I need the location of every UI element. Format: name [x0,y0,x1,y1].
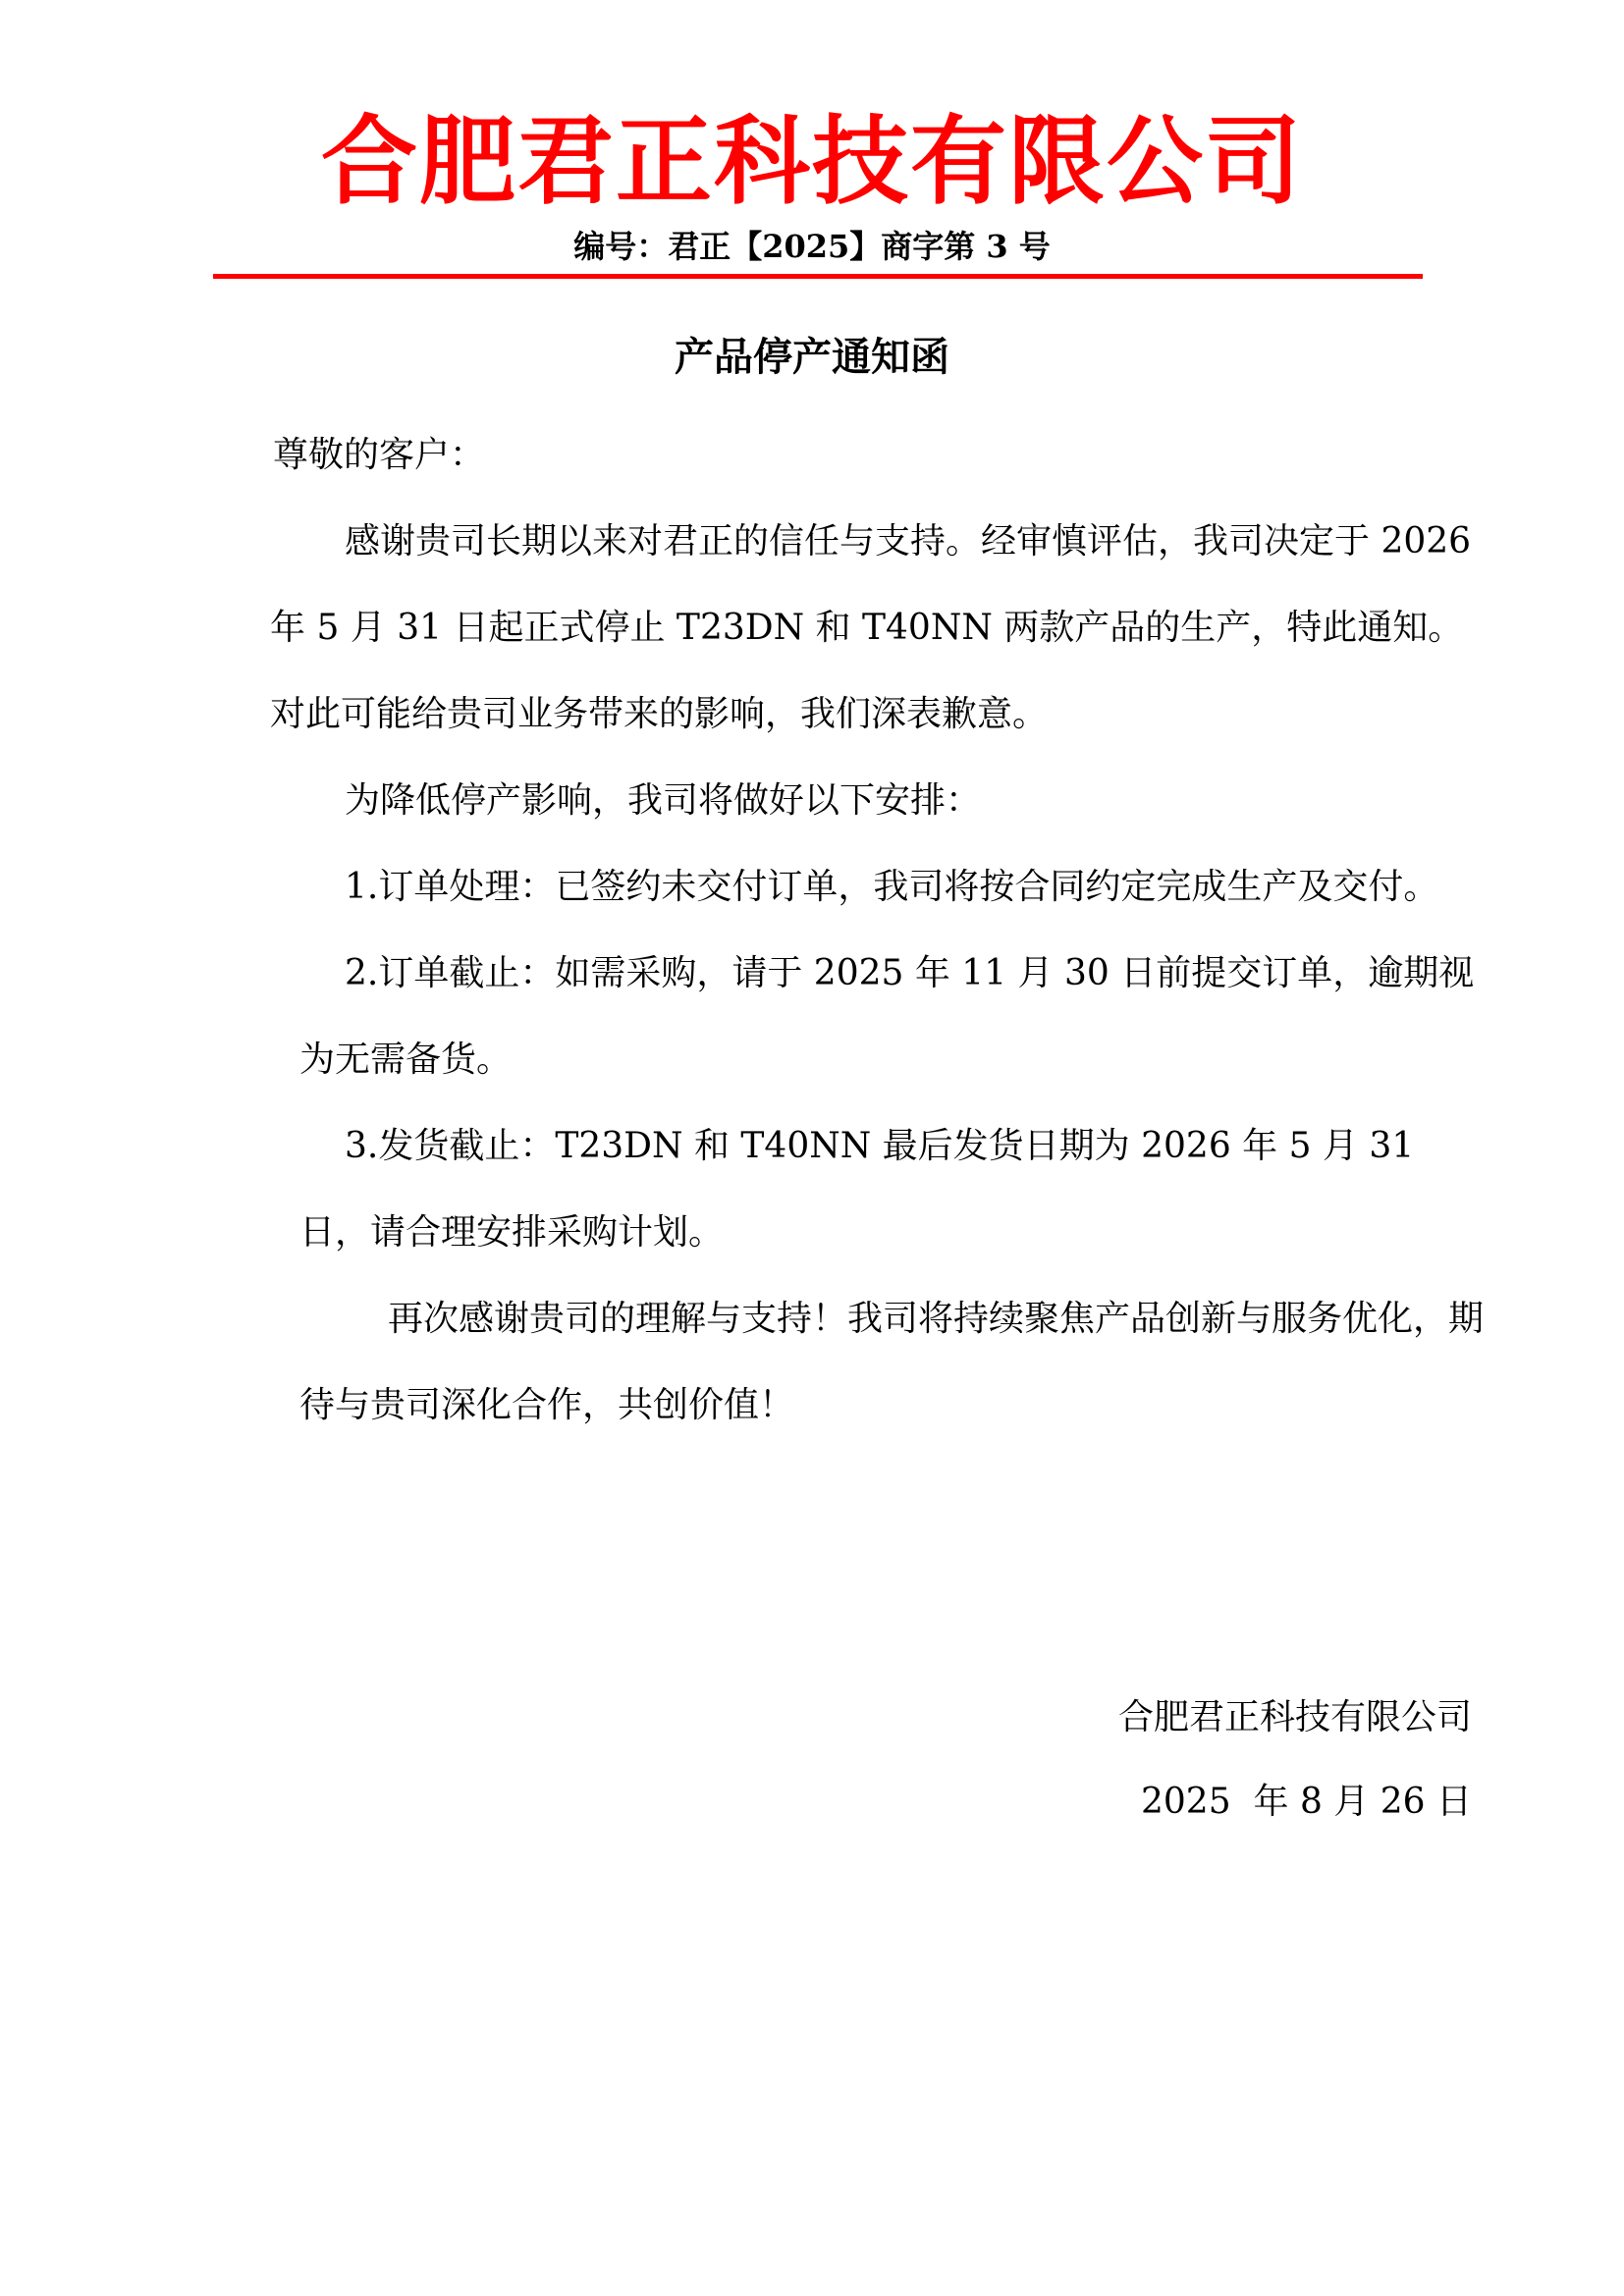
list-item-order-handling: 1.订单处理：已签约未交付订单，我司将按合同约定完成生产及交付。 [345,867,1439,907]
document-number: 编号：君正【2025】商字第 3 号 [573,228,1051,265]
letter-body [270,412,1488,1449]
letterhead-divider [213,274,1423,279]
list-item-order-deadline: 2.订单截止：如需采购，请于 2025 年 11 月 30 日前提交订单，逾期视为无需备货。 [299,953,1475,1080]
salutation: 尊敬的客户： [273,435,486,475]
company-letterhead: 合肥君正科技有限公司 [320,106,1303,218]
arrangement-intro: 为降低停产影响，我司将做好以下安排： [345,780,982,821]
list-item-shipping-deadline: 3.发货截止：T23DN 和 T40NN 最后发货日期为 2026 年 5 月 31 日，请合理安排采购计划。 [299,1126,1415,1253]
closing-paragraph: 再次感谢贵司的理解与支持！我司将持续聚焦产品创新与服务优化，期待与贵司深化合作，共创价值！ [299,1299,1485,1425]
notice-title: 产品停产通知函 [675,334,949,380]
signature-block [1118,1676,1472,1844]
intro-paragraph: 感谢贵司长期以来对君正的信任与支持。经审慎评估，我司决定于 2026 年 5 月 31 日起正式停止 T23DN 和 T40NN 两款产品的生产，特此通知。对此可能给贵司业务带来的影响，我们深表歉意。 [270,521,1472,734]
signature-company: 合肥君正科技有限公司 [1117,1697,1472,1737]
signature-date: 2025 年 8 月 26 日 [1141,1782,1472,1822]
